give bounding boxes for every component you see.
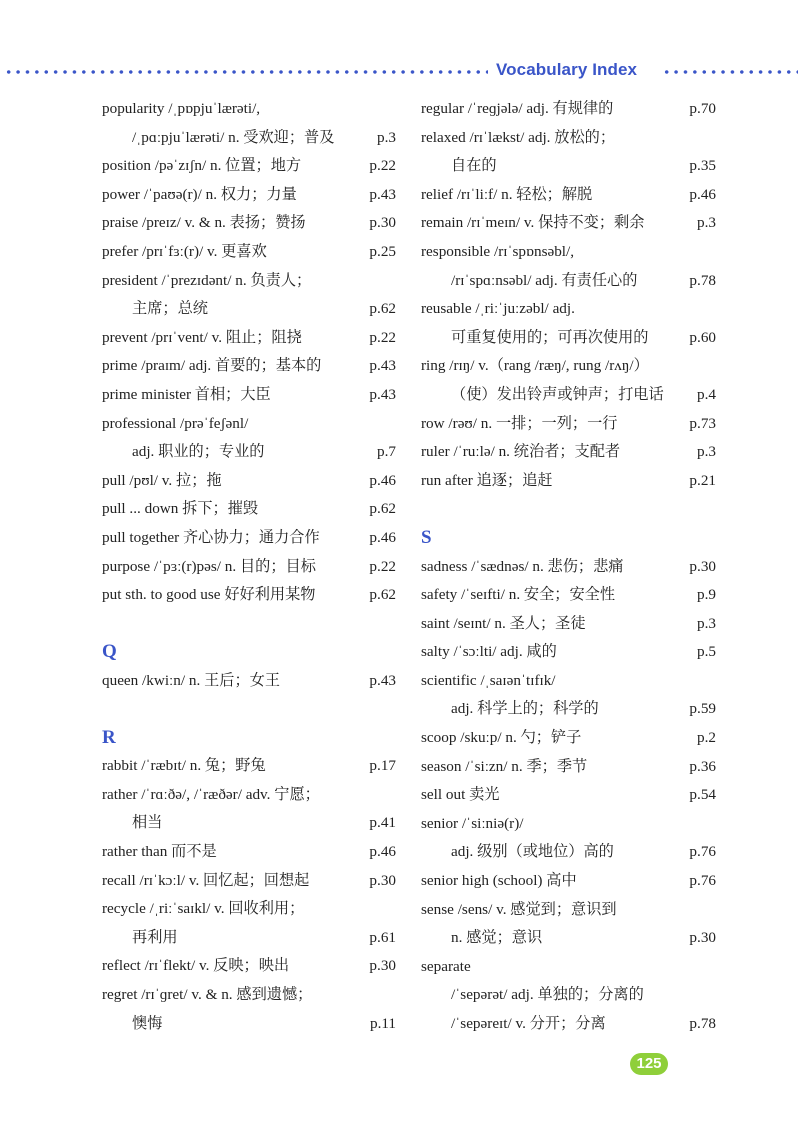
section-letter: R — [102, 726, 116, 748]
entry-page-ref: p.9 — [697, 586, 716, 604]
entry-text: prevent /prɪˈvent/ v. 阻止；阻挠 — [102, 328, 302, 346]
index-entry — [102, 95, 396, 124]
entry-page-ref: p.46 — [369, 528, 396, 546]
entry-page-ref: p.30 — [369, 957, 396, 975]
index-entry — [102, 124, 396, 153]
entry-page-ref: p.30 — [689, 557, 716, 575]
entry-page-ref: p.30 — [369, 871, 396, 889]
entry-text: senior /ˈsiːniə(r)/ — [421, 814, 524, 832]
entry-page-ref: p.46 — [369, 843, 396, 861]
index-entry — [421, 381, 716, 410]
entry-page-ref: p.76 — [689, 843, 716, 861]
entry-page-ref: p.4 — [697, 385, 716, 403]
index-entry — [421, 295, 716, 324]
entry-text: （使）发出铃声或钟声；打电话 — [451, 385, 664, 403]
entry-page-ref: p.78 — [689, 1015, 716, 1032]
entry-text: regular /ˈreɡjələ/ adj. 有规律的 — [421, 100, 614, 117]
index-entry — [421, 581, 716, 610]
entry-text: 可重复使用的；可再次使用的 — [451, 328, 649, 346]
index-entry — [421, 438, 716, 467]
entry-text: relief /rɪˈliːf/ n. 轻松；解脱 — [421, 185, 593, 203]
index-entry — [102, 438, 396, 467]
entry-text: senior high (school) 高中 — [421, 872, 577, 890]
index-entry — [421, 238, 716, 267]
index-entry — [421, 209, 716, 238]
entry-page-ref: p.43 — [369, 357, 396, 375]
entry-text: queen /kwiːn/ n. 王后；女王 — [102, 671, 281, 689]
entry-text: n. 感觉；意识 — [451, 929, 543, 947]
entry-page-ref: p.35 — [689, 157, 716, 175]
entry-text: scoop /skuːp/ n. 勺；铲子 — [421, 729, 582, 747]
page-number-badge: 125 — [630, 1053, 668, 1075]
index-entry — [102, 524, 396, 553]
index-entry — [421, 838, 716, 867]
entry-text: /rɪˈspɑːnsəbl/ adj. 有责任心的 — [451, 271, 638, 289]
index-entry — [421, 753, 716, 782]
entry-page-ref: p.36 — [689, 757, 716, 775]
spacer — [421, 495, 716, 524]
index-entry — [102, 895, 396, 924]
entry-text: recall /rɪˈkɔːl/ v. 回忆起；回想起 — [102, 871, 310, 889]
entry-page-ref: p.22 — [369, 328, 396, 346]
index-entry — [102, 867, 396, 896]
entry-page-ref: p.43 — [369, 671, 396, 689]
entry-page-ref: p.78 — [689, 271, 716, 289]
entry-page-ref: p.70 — [689, 100, 716, 117]
entry-text: adj. 职业的；专业的 — [132, 443, 265, 461]
entry-text: scientific /ˌsaɪənˈtɪfɪk/ — [421, 671, 556, 689]
entry-page-ref: p.5 — [697, 643, 716, 661]
index-entry — [421, 324, 716, 353]
entry-page-ref: p.43 — [369, 185, 396, 203]
index-entry — [102, 838, 396, 867]
entry-text: pull /pʊl/ v. 拉；拖 — [102, 471, 222, 489]
entry-page-ref: p.30 — [369, 214, 396, 232]
index-entry — [102, 752, 396, 781]
entry-text: 再利用 — [132, 928, 178, 946]
index-entry — [102, 238, 396, 267]
entry-text: pull ... down 拆下；摧毁 — [102, 500, 259, 518]
entry-text: relaxed /rɪˈlækst/ adj. 放松的； — [421, 128, 616, 146]
entry-page-ref: p.3 — [377, 128, 396, 146]
entry-text: adj. 科学上的；科学的 — [451, 700, 599, 718]
entry-text: praise /preɪz/ v. & n. 表扬；赞扬 — [102, 214, 306, 232]
header-title: Vocabulary Index — [496, 60, 638, 79]
index-entry — [421, 410, 716, 439]
entry-page-ref: p.46 — [369, 471, 396, 489]
entry-text: prefer /prɪˈfɜː(r)/ v. 更喜欢 — [102, 242, 267, 260]
index-entry — [421, 924, 716, 953]
entry-page-ref: p.3 — [697, 614, 716, 632]
entry-page-ref: p.30 — [689, 929, 716, 947]
entry-page-ref: p.76 — [689, 872, 716, 890]
index-entry — [421, 124, 716, 153]
entry-text: regret /rɪˈɡret/ v. & n. 感到遗憾； — [102, 986, 313, 1004]
entry-text: 懊悔 — [132, 1014, 163, 1032]
entry-page-ref: p.3 — [697, 443, 716, 461]
index-entry — [421, 1010, 716, 1039]
entry-text: remain /rɪˈmeɪn/ v. 保持不变；剩余 — [421, 214, 645, 232]
index-entry — [102, 1010, 396, 1039]
index-entry — [102, 209, 396, 238]
entry-text: adj. 级别（或地位）高的 — [451, 843, 614, 861]
entry-page-ref: p.2 — [697, 729, 716, 747]
index-entry — [421, 953, 716, 982]
entry-text: safety /ˈseɪfti/ n. 安全；安全性 — [421, 586, 616, 604]
index-entry — [102, 410, 396, 439]
index-entry — [102, 495, 396, 524]
index-entry — [421, 610, 716, 639]
entry-page-ref: p.25 — [369, 242, 396, 260]
index-entry — [421, 724, 716, 753]
entry-page-ref: p.62 — [369, 300, 396, 318]
entry-text: run after 追逐；追赶 — [421, 471, 553, 489]
entry-text: sadness /ˈsædnəs/ n. 悲伤；悲痛 — [421, 557, 624, 575]
index-entry — [421, 152, 716, 181]
entry-page-ref: p.54 — [689, 786, 716, 804]
index-entry — [421, 781, 716, 810]
entry-text: prime /praɪm/ adj. 首要的；基本的 — [102, 357, 322, 375]
entry-text: 主席；总统 — [132, 300, 208, 318]
index-column-right — [421, 95, 716, 1039]
entry-text: sell out 卖光 — [421, 786, 500, 804]
index-entry — [421, 95, 716, 124]
entry-text: rabbit /ˈræbɪt/ n. 兔；野兔 — [102, 757, 266, 775]
index-entry — [421, 867, 716, 896]
entry-page-ref: p.11 — [369, 1014, 396, 1032]
index-entry — [102, 267, 396, 296]
index-entry — [102, 553, 396, 582]
entry-text: 相当 — [132, 814, 163, 832]
index-entry — [102, 381, 396, 410]
section-letter: S — [421, 526, 432, 548]
entry-text: /ˌpɑːpjuˈlærəti/ n. 受欢迎；普及 — [132, 128, 335, 146]
index-entry — [102, 181, 396, 210]
entry-page-ref: p.62 — [369, 586, 396, 604]
entry-page-ref: p.7 — [377, 443, 396, 461]
entry-text: professional /prəˈfeʃənl/ — [102, 414, 249, 432]
dotted-rule-right — [662, 69, 798, 75]
entry-text: separate — [421, 957, 471, 975]
entry-text: season /ˈsiːzn/ n. 季；季节 — [421, 757, 588, 775]
entry-page-ref: p.59 — [689, 700, 716, 718]
index-entry — [421, 695, 716, 724]
entry-text: /ˈsepərət/ adj. 单独的；分离的 — [451, 986, 644, 1004]
entry-text: ring /rɪŋ/ v.（rang /ræŋ/, rung /rʌŋ/） — [421, 357, 649, 375]
entry-text: position /pəˈzɪʃn/ n. 位置；地方 — [102, 157, 302, 175]
entry-page-ref: p.22 — [369, 557, 396, 575]
index-entry — [421, 181, 716, 210]
entry-text: rather than 而不是 — [102, 843, 217, 861]
section-heading-r — [102, 695, 396, 752]
index-entry — [421, 467, 716, 496]
entry-page-ref: p.21 — [689, 471, 716, 489]
index-entry — [102, 809, 396, 838]
entry-text: responsible /rɪˈspɒnsəbl/, — [421, 242, 575, 260]
index-entry — [102, 467, 396, 496]
entry-text: sense /sens/ v. 感觉到；意识到 — [421, 900, 617, 918]
index-entry — [102, 581, 396, 610]
index-entry — [421, 638, 716, 667]
entry-page-ref: p.43 — [369, 385, 396, 403]
entry-text: president /ˈprezɪdənt/ n. 负责人； — [102, 271, 312, 289]
entry-page-ref: p.62 — [369, 500, 396, 518]
entry-page-ref: p.73 — [689, 414, 716, 432]
entry-text: /ˈsepəreɪt/ v. 分开；分离 — [451, 1015, 606, 1032]
entry-text: reflect /rɪˈflekt/ v. 反映；映出 — [102, 957, 290, 975]
entry-page-ref: p.22 — [369, 157, 396, 175]
index-entry — [421, 810, 716, 839]
entry-text: put sth. to good use 好好利用某物 — [102, 586, 316, 604]
entry-text: salty /ˈsɔːlti/ adj. 咸的 — [421, 643, 557, 661]
entry-text: rather /ˈrɑːðə/, /ˈræðər/ adv. 宁愿； — [102, 785, 320, 803]
index-entry — [421, 981, 716, 1010]
index-entry — [102, 981, 396, 1010]
index-entry — [102, 952, 396, 981]
entry-text: row /rəʊ/ n. 一排；一列；一行 — [421, 414, 618, 432]
section-letter: Q — [102, 641, 117, 663]
section-heading-q — [102, 610, 396, 667]
entry-page-ref: p.60 — [689, 328, 716, 346]
index-entry — [102, 924, 396, 953]
index-entry — [102, 781, 396, 810]
index-entry — [421, 267, 716, 296]
entry-page-ref: p.3 — [697, 214, 716, 232]
index-entry — [421, 524, 716, 553]
entry-text: popularity /ˌpɒpjuˈlærəti/, — [102, 100, 261, 117]
index-entry — [102, 324, 396, 353]
entry-page-ref: p.41 — [369, 814, 396, 832]
index-entry — [421, 896, 716, 925]
index-column-left — [102, 95, 396, 1038]
entry-text: ruler /ˈruːlə/ n. 统治者；支配者 — [421, 443, 621, 461]
entry-text: prime minister 首相；大臣 — [102, 385, 271, 403]
index-entry — [102, 295, 396, 324]
dotted-rule-left — [4, 69, 488, 75]
entry-text: 自在的 — [451, 157, 497, 175]
entry-text: pull together 齐心协力；通力合作 — [102, 528, 320, 546]
index-entry — [102, 667, 396, 696]
index-entry — [421, 553, 716, 582]
entry-text: recycle /ˌriːˈsaɪkl/ v. 回收利用； — [102, 900, 305, 918]
entry-page-ref: p.61 — [369, 928, 396, 946]
entry-text: power /ˈpaʊə(r)/ n. 权力；力量 — [102, 185, 297, 203]
index-entry — [102, 352, 396, 381]
entry-page-ref: p.46 — [689, 185, 716, 203]
entry-page-ref: p.17 — [369, 757, 396, 775]
index-entry — [102, 152, 396, 181]
index-entry — [421, 352, 716, 381]
entry-text: saint /seɪnt/ n. 圣人；圣徒 — [421, 614, 586, 632]
index-entry — [421, 667, 716, 696]
entry-text: purpose /ˈpɜː(r)pəs/ n. 目的；目标 — [102, 557, 316, 575]
page-header — [0, 58, 800, 88]
entry-text: reusable /ˌriːˈjuːzəbl/ adj. — [421, 300, 575, 318]
